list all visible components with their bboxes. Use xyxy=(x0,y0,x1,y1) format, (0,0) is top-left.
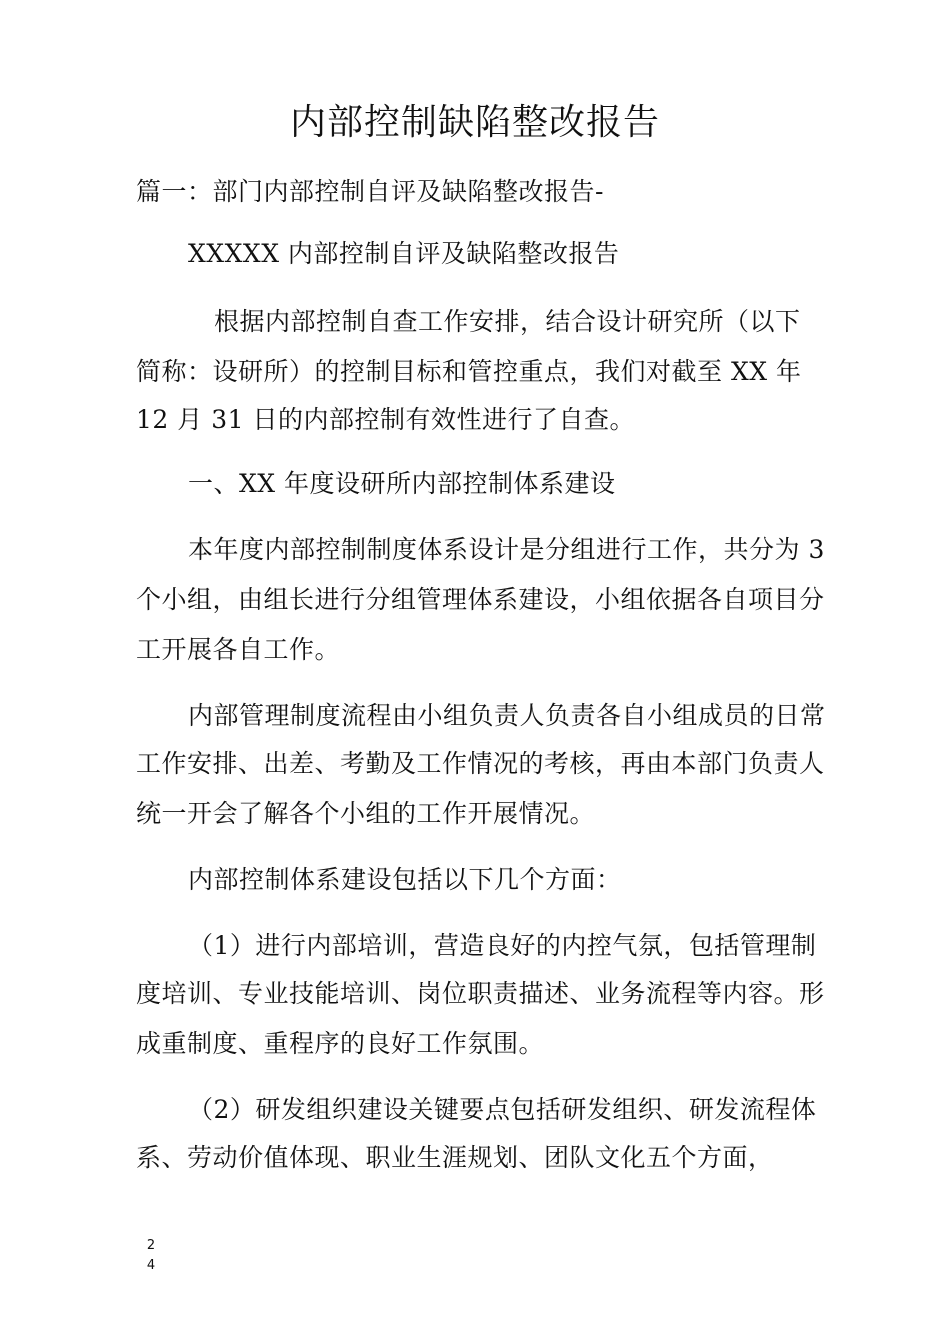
report-subtitle: XXXXX 内部控制自评及缺陷整改报告 xyxy=(188,239,620,268)
paragraph-line: 个小组，由组长进行分组管理体系建设，小组依据各自项目分 xyxy=(136,585,825,614)
paragraph-line: 12 月 31 日的内部控制有效性进行了自查。 xyxy=(136,405,635,434)
page-number xyxy=(144,1236,158,1276)
list-item-line: 度培训、专业技能培训、岗位职责描述、业务流程等内容。形 xyxy=(136,979,825,1008)
paragraph-line: 根据内部控制自查工作安排，结合设计研究所（以下 xyxy=(214,307,801,336)
paragraph-line: 本年度内部控制制度体系设计是分组进行工作，共分为 3 xyxy=(188,535,825,564)
list-item-line: （1）进行内部培训，营造良好的内控气氛，包括管理制 xyxy=(188,931,817,960)
page-number-digit: 2 xyxy=(146,1238,156,1253)
paragraph-line: 内部管理制度流程由小组负责人负责各自小组成员的日常 xyxy=(188,701,826,730)
paragraph-line: 简称：设研所）的控制目标和管控重点，我们对截至 XX 年 xyxy=(136,357,802,386)
list-item-line: 成重制度、重程序的良好工作氛围。 xyxy=(136,1029,545,1058)
list-item-line: （2）研发组织建设关键要点包括研发组织、研发流程体 xyxy=(188,1095,817,1124)
paragraph-line: 工作安排、出差、考勤及工作情况的考核，再由本部门负责人 xyxy=(136,749,825,778)
paragraph-line: 工开展各自工作。 xyxy=(136,635,341,664)
paragraph-line: 内部控制体系建设包括以下几个方面： xyxy=(188,865,622,894)
paragraph-line: 统一开会了解各个小组的工作开展情况。 xyxy=(136,799,596,828)
page-number-digit: 4 xyxy=(146,1258,156,1273)
document-title: 内部控制缺陷整改报告 xyxy=(289,102,660,143)
list-item-line: 系、劳动价值体现、职业生涯规划、团队文化五个方面， xyxy=(136,1143,774,1172)
section-heading: 篇一：部门内部控制自评及缺陷整改报告- xyxy=(136,177,604,206)
section-heading: 一、XX 年度设研所内部控制体系建设 xyxy=(188,469,616,498)
